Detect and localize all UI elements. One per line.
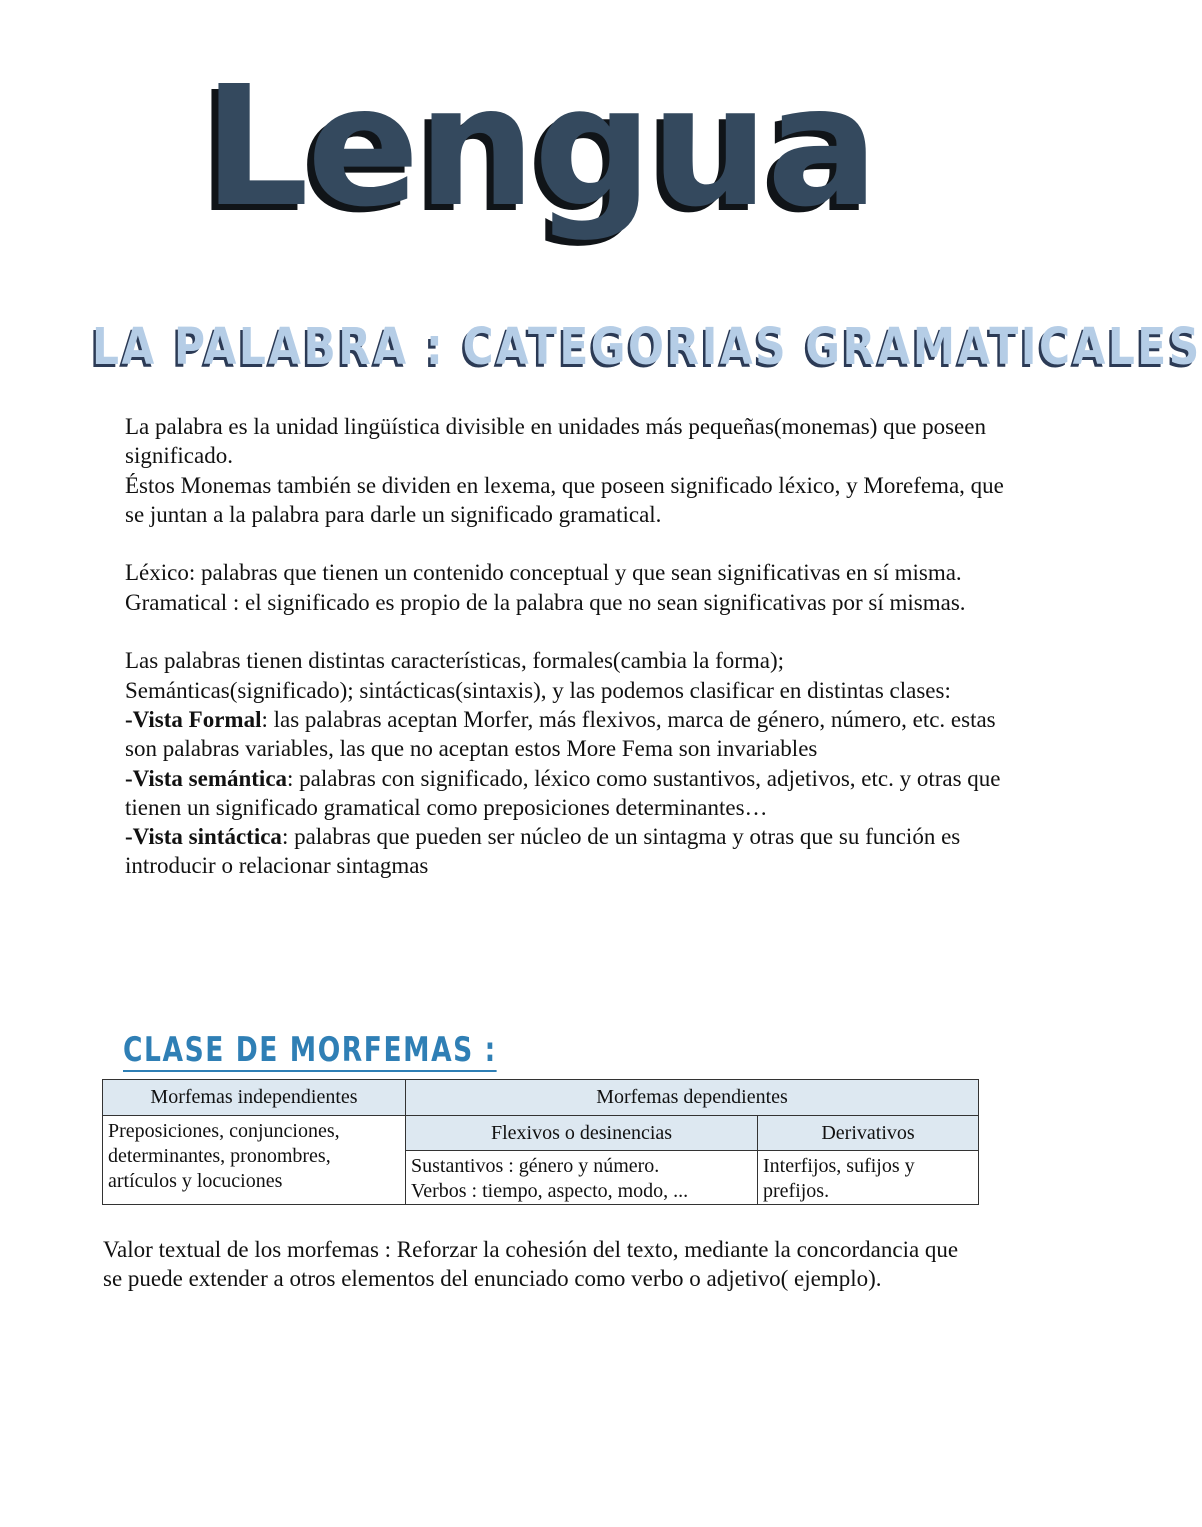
table-subheader-row	[103, 1116, 979, 1151]
view-description: : las palabras aceptan Morfer, más flexivos, marca de género, número, etc. estas son palabras variables, las que no aceptan estos More Fema son invariables	[125, 706, 996, 762]
paragraph-gap	[125, 529, 1005, 558]
header-independientes: Morfemas independientes	[103, 1080, 406, 1116]
cell-line: Preposiciones, conjunciones,	[108, 1120, 340, 1142]
cell-line: Interfijos, sufijos y	[763, 1155, 915, 1177]
footer-paragraph: Valor textual de los morfemas : Reforzar la cohesión del texto, mediante la concordancia que se puede extender a otros elementos del enunciado como verbo o adjetivo( ejemplo).	[103, 1237, 959, 1292]
view-formal	[125, 705, 1005, 764]
subheader-flexivos: Flexivos o desinencias	[406, 1116, 758, 1151]
cell-line: artículos y locuciones	[108, 1170, 283, 1192]
cell-independientes	[103, 1116, 406, 1205]
section-heading-morfemas: CLASE DE MORFEMAS :	[123, 1030, 497, 1070]
morfemas-table	[102, 1079, 979, 1205]
view-description: : palabras con significado, léxico como sustantivos, adjetivos, etc. y otras que tienen un significado gramatical como preposiciones determinantes…	[125, 765, 1001, 820]
intro-paragraph-monemas: Éstos Monemas también se dividen en lexema, que poseen significado léxico, y Morefema, que se juntan a la palabra para darle un significado gramatical.	[125, 472, 1004, 527]
intro-paragraph-lexico: Léxico: palabras que tienen un contenido conceptual y que sean significativas en sí misma.	[125, 560, 962, 586]
view-sintactica	[125, 822, 1005, 881]
page-subtitle: LA PALABRA : CATEGORIAS GRAMATICALES	[92, 318, 1202, 377]
intro-paragraph-definition: La palabra es la unidad lingüística divisible en unidades más pequeñas(monemas) que poseen significado.	[125, 414, 986, 469]
intro-paragraph-gramatical: Gramatical : el significado es propio de la palabra que no sean significativas por sí mismas.	[125, 589, 966, 615]
view-semantica	[125, 764, 1005, 823]
view-description: : palabras que pueden ser núcleo de un sintagma y otras que su función es introducir o relacionar sintagmas	[125, 824, 961, 879]
header-dependientes: Morfemas dependientes	[406, 1080, 979, 1116]
view-term: -Vista Formal	[125, 706, 262, 732]
intro-paragraph-caracteristicas: Las palabras tienen distintas características, formales(cambia la forma); Semánticas(significado); sintácticas(sintaxis), y las podemos clasificar en distintas clases:	[125, 648, 951, 703]
table-header-row	[103, 1080, 979, 1116]
cell-flexivos	[406, 1151, 758, 1205]
cell-derivativos	[758, 1151, 979, 1205]
cell-line: prefijos.	[763, 1180, 830, 1202]
paragraph-gap	[125, 617, 1005, 646]
intro-section	[125, 412, 1005, 881]
cell-line: Sustantivos : género y número.	[411, 1155, 660, 1177]
subheader-derivativos: Derivativos	[758, 1116, 979, 1151]
footer-section	[103, 1235, 983, 1294]
cell-line: determinantes, pronombres,	[108, 1145, 331, 1167]
view-term: -Vista sintáctica	[125, 824, 282, 850]
cell-line: Verbos : tiempo, aspecto, modo, ...	[411, 1180, 689, 1202]
view-term: -Vista semántica	[125, 765, 288, 791]
page-title: Lengua	[203, 51, 877, 244]
